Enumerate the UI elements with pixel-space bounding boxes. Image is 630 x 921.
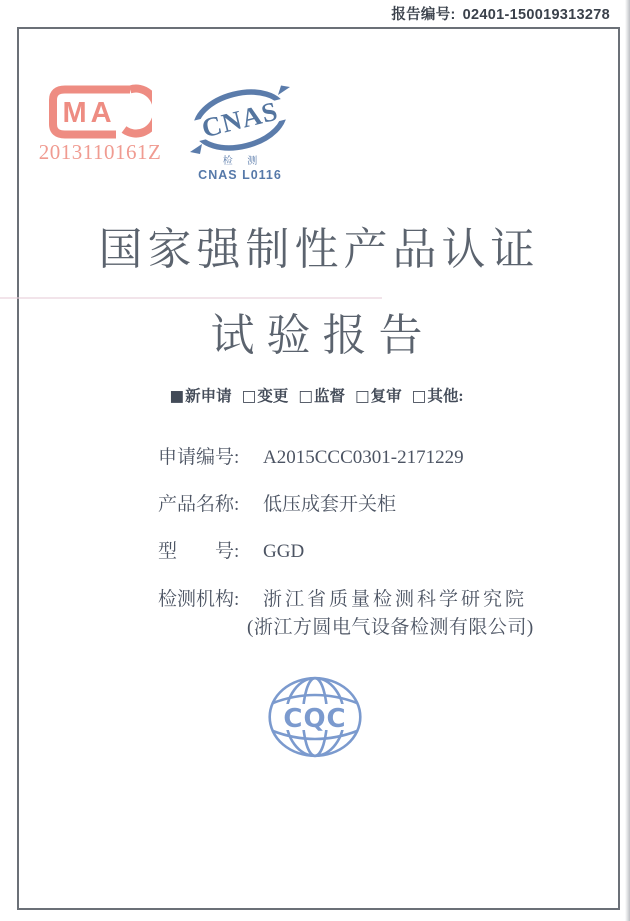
field-label: 型 号: [158, 541, 240, 562]
application-type-label: 复审 [370, 388, 402, 405]
application-type-option [298, 387, 345, 407]
cma-mark-icon [48, 84, 152, 140]
report-number-value: 02401-150019313278 [462, 7, 610, 23]
application-type-label: 其他: [427, 388, 464, 405]
field-application-number [158, 446, 464, 470]
cnas-mark-icon [188, 82, 292, 158]
cnas-arrow-head-icon [278, 86, 290, 96]
field-product-name [158, 493, 396, 517]
field-value: GGD [263, 541, 305, 562]
checkbox-unchecked-icon: □ [355, 387, 370, 405]
application-type-option [169, 387, 231, 407]
application-type-option [412, 387, 464, 407]
checkbox-checked-icon: ■ [169, 387, 185, 405]
cnas-arrow-tail-icon [190, 144, 202, 154]
report-number-line [391, 6, 610, 24]
checkbox-unchecked-icon: □ [298, 387, 313, 405]
cqc-acronym: CQC [283, 704, 347, 734]
application-type-row [17, 387, 616, 407]
cqc-logo [267, 676, 363, 763]
field-model [158, 540, 304, 564]
checkbox-unchecked-icon: □ [411, 387, 427, 405]
field-testing-agency [158, 588, 534, 640]
scan-artifact-line [0, 297, 382, 299]
cma-logo [38, 84, 162, 163]
report-number-label: 报告编号: [391, 7, 456, 23]
checkbox-unchecked-icon: □ [241, 387, 257, 405]
application-type-label: 变更 [257, 388, 289, 405]
scan-edge-shadow [625, 0, 630, 921]
cnas-caption: 检 测 [222, 156, 264, 167]
field-value-secondary: (浙江方圆电气设备检测有限公司) [247, 616, 534, 638]
field-value: A2015CCC0301-2171229 [263, 447, 464, 468]
document-title: 国家强制性产品认证 [98, 225, 540, 274]
cqc-globe-icon [267, 676, 363, 758]
application-type-label: 新申请 [185, 388, 232, 405]
application-type-option [242, 387, 289, 407]
field-label: 申请编号: [158, 447, 240, 468]
field-value: 浙江省质量检测科学研究院 [263, 589, 528, 610]
field-label: 产品名称: [158, 494, 240, 515]
application-type-label: 监督 [313, 388, 345, 405]
cnas-acronym: CNAS [198, 95, 282, 144]
cnas-logo [188, 82, 292, 183]
cma-letters: MA [62, 97, 116, 129]
field-label: 检测机构: [158, 589, 240, 610]
application-type-option [355, 387, 402, 407]
cma-certificate-number: 2013110161Z [38, 140, 162, 164]
cnas-lab-code: CNAS L0116 [198, 168, 282, 182]
document-subtitle: 试验报告 [210, 311, 435, 360]
field-value: 低压成套开关柜 [263, 494, 397, 515]
